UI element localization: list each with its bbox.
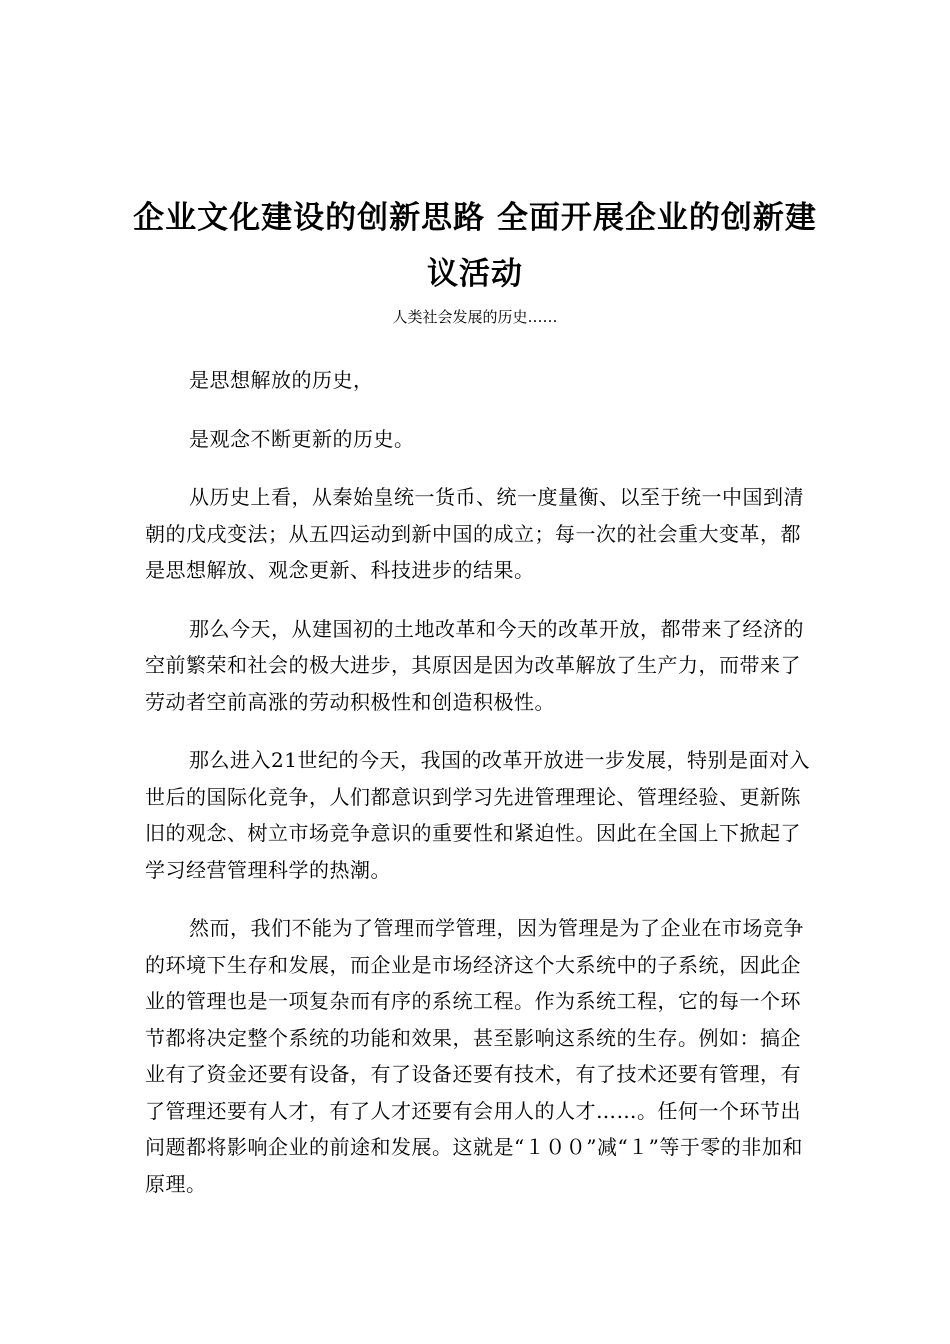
document-title: 企业文化建设的创新思路 全面开展企业的创新建议活动 <box>133 200 817 292</box>
document-subtitle: 人类社会发展的历史…… <box>392 308 558 326</box>
body-paragraph: 那么进入21世纪的今天，我国的改革开放进一步发展，特别是面对入世后的国际化竞争，人们都意识到学习先进管理理论、管理经验、更新陈旧的观念、树立市场竞争意识的重要性和紧迫性。因此在全国上下掀起了学习经营管理科学的热潮。 <box>145 748 810 882</box>
body-paragraph: 是观念不断更新的历史。 <box>189 426 415 451</box>
body-paragraph: 是思想解放的历史， <box>189 368 374 392</box>
body-paragraph: 从历史上看，从秦始皇统一货币、统一度量衡、以至于统一中国到清朝的戊戌变法；从五四运动到新中国的成立；每一次的社会重大变革，都是思想解放、观念更新、科技进步的结果。 <box>145 485 804 582</box>
body-paragraph: 那么今天，从建国初的土地改革和今天的改革开放，都带来了经济的空前繁荣和社会的极大进步，其原因是因为改革解放了生产力，而带来了劳动者空前高涨的劳动积极性和创造积极性。 <box>145 616 804 714</box>
body-paragraph: 然而，我们不能为了管理而学管理，因为管理是为了企业在市场竞争的环境下生存和发展，而企业是市场经济这个大系统中的子系统，因此企业的管理也是一项复杂而有序的系统工程。作为系统工程，它的每一个环节都将决定整个系统的功能和效果，甚至影响这系统的生存。例如：搞企业有了资金还要有设备，有了设备还要有技术，有了技术还要有管理，有了管理还要有人才，有了人才还要有会用人的人才……。任何一个环节出问题都将影响企业的前途和发展。这就是“１００”减“１”等于零的非加和原理。 <box>145 916 804 1196</box>
document-body <box>145 362 810 1224</box>
